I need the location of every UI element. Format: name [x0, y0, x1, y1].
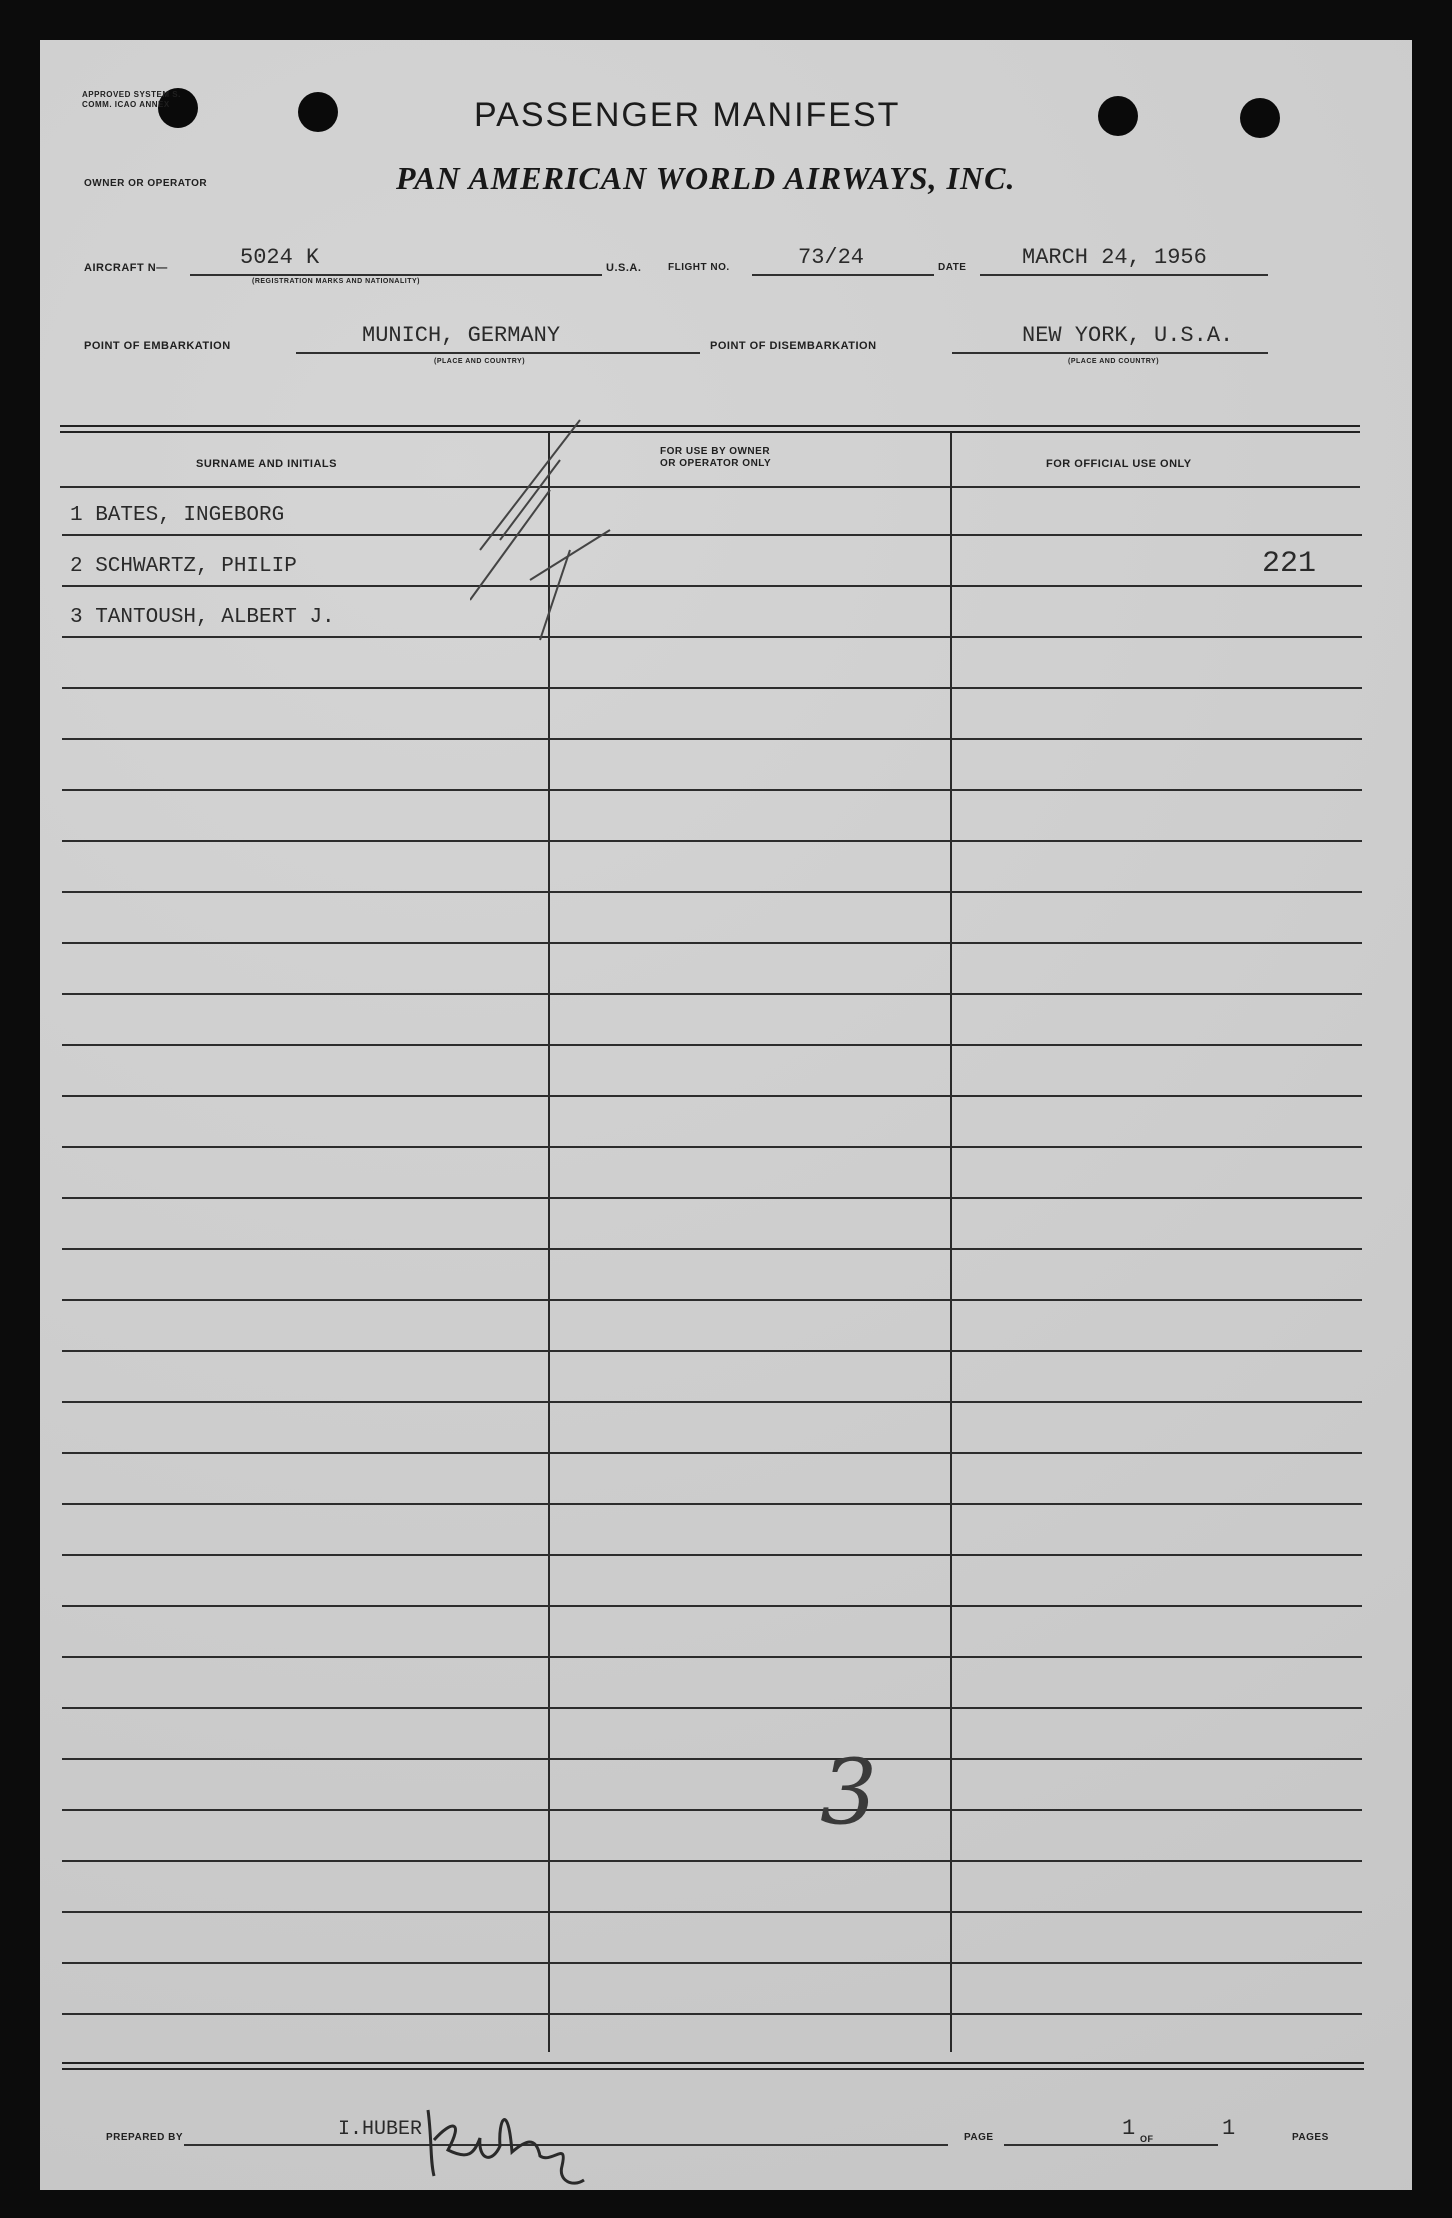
owner-label: OWNER OR OPERATOR	[84, 178, 208, 189]
of-value: 1	[1222, 2116, 1236, 2141]
col-header-official: FOR OFFICIAL USE ONLY	[1046, 458, 1192, 470]
punch-hole-4	[1240, 98, 1280, 138]
row-line	[62, 1962, 1362, 1964]
embark-sub: (PLACE AND COUNTRY)	[434, 358, 526, 365]
row-line	[62, 687, 1362, 689]
row-line	[62, 1146, 1362, 1148]
date-label: DATE	[938, 262, 967, 273]
embark-underline	[296, 352, 700, 354]
punch-hole-2	[298, 92, 338, 132]
date-value: MARCH 24, 1956	[1022, 245, 1207, 270]
aircraft-sub: (REGISTRATION MARKS AND NATIONALITY)	[252, 278, 420, 285]
row-line	[62, 1095, 1362, 1097]
table-top-rule-2	[60, 431, 1360, 433]
row-line	[62, 1401, 1362, 1403]
row-line	[62, 1197, 1362, 1199]
row-line	[62, 585, 1362, 587]
approval-note: APPROVED SYSTEM S. COMM. ICAO ANNEX	[82, 90, 181, 109]
flight-value: 73/24	[798, 245, 865, 270]
disembark-label: POINT OF DISEMBARKATION	[710, 340, 877, 352]
punch-hole-3	[1098, 96, 1138, 136]
row-line	[62, 1707, 1362, 1709]
aircraft-underline	[190, 274, 602, 276]
aircraft-label: AIRCRAFT N—	[84, 262, 168, 274]
company-name: PAN AMERICAN WORLD AIRWAYS, INC.	[396, 160, 1016, 196]
disembark-underline	[952, 352, 1268, 354]
prepared-value: I.HUBER	[338, 2118, 423, 2141]
table-bottom-rule-2	[62, 2068, 1364, 2070]
flight-label: FLIGHT NO.	[668, 262, 730, 273]
row-line	[62, 1809, 1362, 1811]
col-header-owner-2: OR OPERATOR ONLY	[660, 458, 772, 469]
disembark-value: NEW YORK, U.S.A.	[1022, 323, 1234, 348]
row-line	[62, 2013, 1362, 2015]
flight-underline	[752, 274, 934, 276]
pages-label: PAGES	[1292, 2132, 1329, 2143]
row-line	[62, 1350, 1362, 1352]
date-underline	[980, 274, 1268, 276]
page-value: 1	[1122, 2116, 1136, 2141]
prepared-label: PREPARED BY	[106, 2132, 183, 2143]
row-line	[62, 891, 1362, 893]
disembark-sub: (PLACE AND COUNTRY)	[1068, 358, 1160, 365]
row-line	[62, 1656, 1362, 1658]
row-line	[62, 1503, 1362, 1505]
row-line	[62, 738, 1362, 740]
col-header-name: SURNAME AND INITIALS	[196, 458, 337, 470]
check-marks	[470, 400, 630, 660]
row-line	[62, 534, 1362, 536]
page-underline	[1004, 2144, 1218, 2146]
of-label: OF	[1140, 2134, 1154, 2144]
row-line	[62, 1452, 1362, 1454]
signature	[408, 2080, 608, 2200]
row-line	[62, 1299, 1362, 1301]
aircraft-value: 5024 K	[240, 245, 320, 270]
passenger-2-name: 2 SCHWARTZ, PHILIP	[70, 555, 297, 578]
passenger-3-name: 3 TANTOUSH, ALBERT J.	[70, 606, 335, 629]
col-header-owner-1: FOR USE BY OWNER	[660, 446, 771, 457]
row-line	[62, 942, 1362, 944]
row-line	[62, 1758, 1362, 1760]
row-line	[62, 993, 1362, 995]
table-bottom-rule	[62, 2062, 1364, 2064]
row-line	[62, 1860, 1362, 1862]
passenger-2-official: 221	[1262, 547, 1317, 581]
table-top-rule	[60, 425, 1360, 427]
row-line	[62, 789, 1362, 791]
usa-label: U.S.A.	[606, 262, 642, 274]
manifest-page	[40, 40, 1412, 2190]
handwritten-count: 3	[820, 1740, 878, 1845]
row-line	[60, 486, 1360, 488]
passenger-1-name: 1 BATES, INGEBORG	[70, 504, 285, 527]
row-line	[62, 1554, 1362, 1556]
row-line	[62, 1605, 1362, 1607]
row-line	[62, 1911, 1362, 1913]
page-title: PASSENGER MANIFEST	[474, 96, 901, 134]
row-line	[62, 1044, 1362, 1046]
row-line	[62, 840, 1362, 842]
embark-label: POINT OF EMBARKATION	[84, 340, 231, 352]
row-line	[62, 1248, 1362, 1250]
embark-value: MUNICH, GERMANY	[362, 323, 561, 348]
row-line	[62, 636, 1362, 638]
page-label: PAGE	[964, 2132, 994, 2143]
